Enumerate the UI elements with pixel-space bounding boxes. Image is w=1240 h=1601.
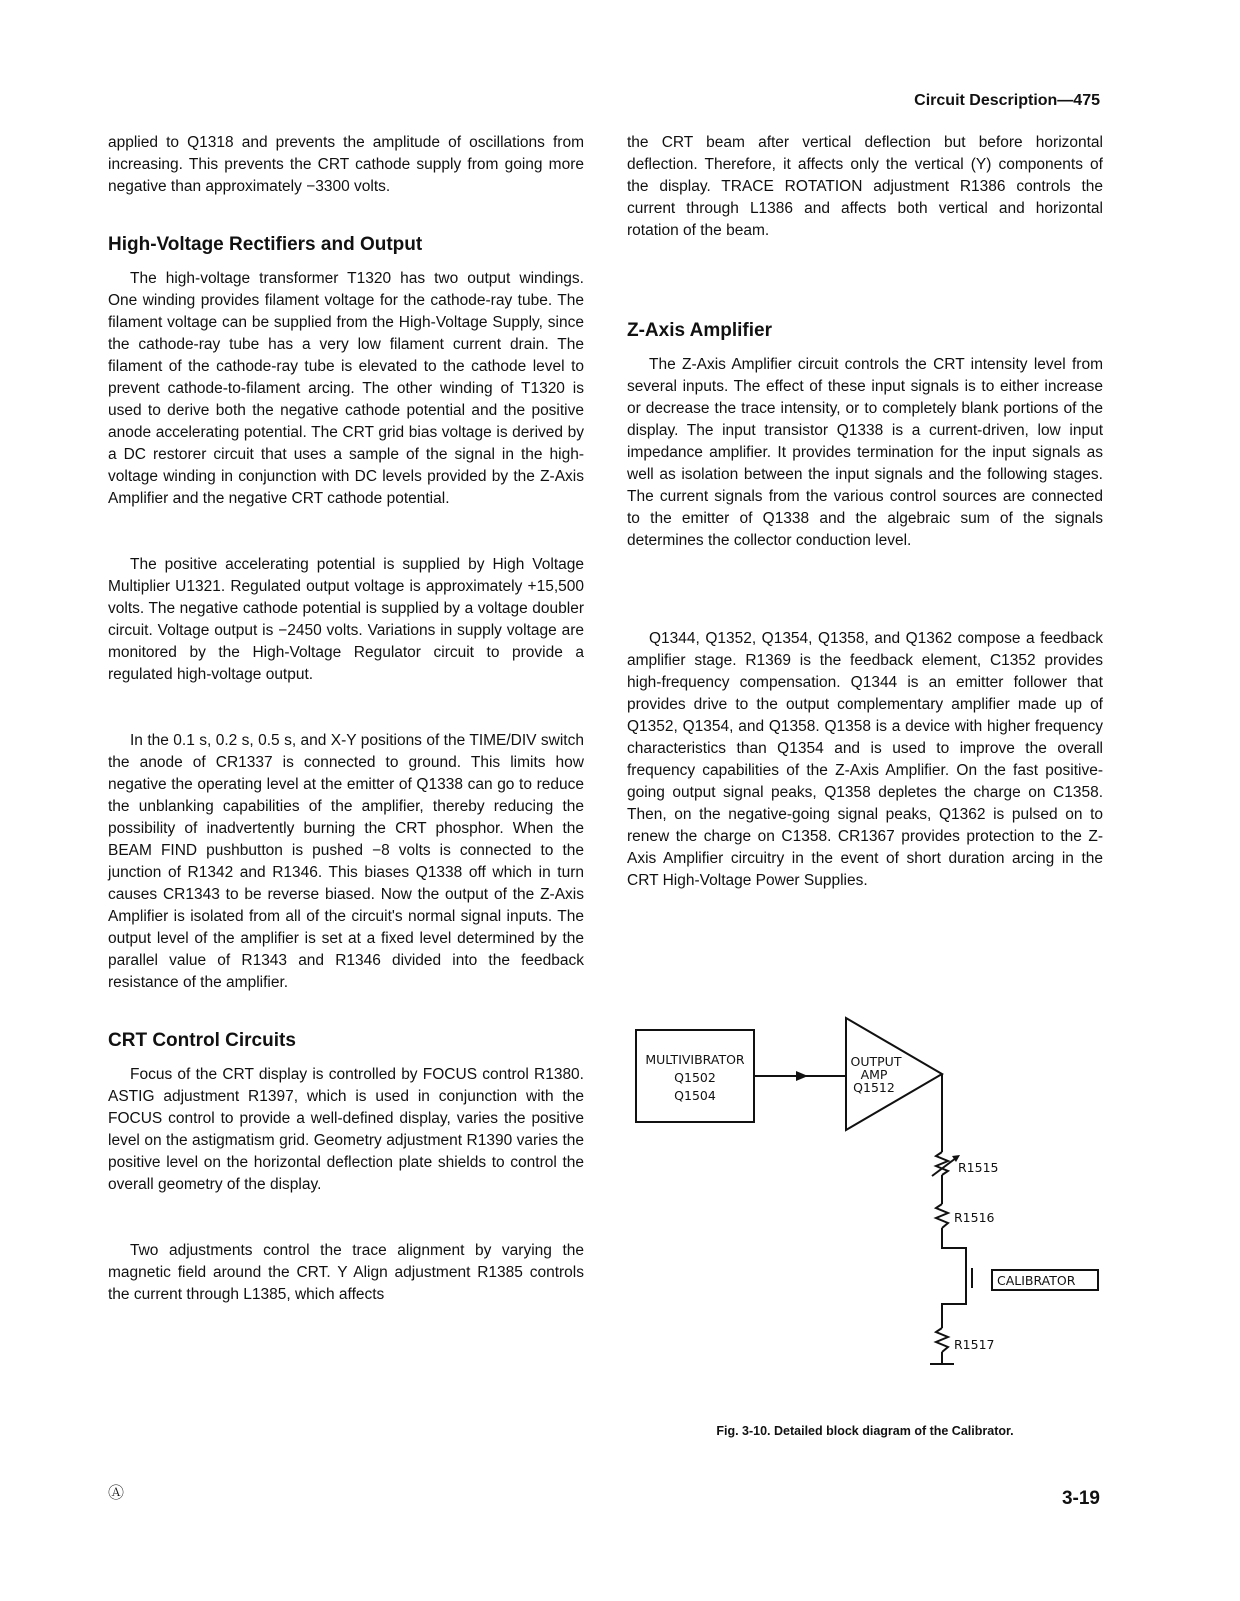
section-heading-z-axis: Z-Axis Amplifier [627, 320, 772, 341]
amp-label: AMP [860, 1067, 888, 1082]
paragraph: the CRT beam after vertical deflection but before horizontal deflection. Therefore, it affects only the vertical (Y) components of the display. TRACE ROTATION adjustment R1386 controls the current through L1386 and affects both vertical and horizontal rotation of the beam. [627, 134, 1103, 239]
connection-line [942, 1228, 966, 1264]
paragraph: Q1344, Q1352, Q1354, Q1358, and Q1362 compose a feedback amplifier stage. R1369 is the feedback element, C1352 provides high-frequency compensation. Q1344 is an emitter follower that provides drive to the output complementary amplifier made up of Q1352, Q1354, and Q1358. Q1358 is a device with higher frequency characteristics than Q1354 and is used to improve the overall frequency capabilities of the Z-Axis Amplifier. On the fast positive-going output signal peaks, Q1358 depletes the charge on C1358. Then, on the negative-going signal peaks, Q1362 is pulsed on to renew the charge on C1358. CR1367 provides protection to the Z-Axis Amplifier circuitry in the event of short duration arcing in the CRT High-Voltage Power Supplies. [627, 630, 1103, 889]
block-label: MULTIVIBRATOR [645, 1052, 745, 1067]
left-column [108, 132, 584, 1306]
publisher-mark: Ⓐ [108, 1485, 125, 1502]
resistor-label-r1516: R1516 [954, 1210, 995, 1225]
page-number: 3-19 [1061, 1488, 1100, 1509]
amp-label: OUTPUT [850, 1054, 902, 1069]
connection-line [942, 1282, 966, 1328]
paragraph: applied to Q1318 and prevents the amplitude of oscillations from increasing. This prevents the CRT cathode supply from going more negative than approximately −3300 volts. [108, 134, 584, 195]
paragraph: The Z-Axis Amplifier circuit controls the CRT intensity level from several inputs. The effect of these input signals is to either increase or decrease the trace intensity, or to completely blank portions of the display. The input transistor Q1338 is a current-driven, low input impedance amplifier. It provides termination for the input signals as well as isolation between the input signals and the following stages. The current signals from the various control sources are connected to the emitter of Q1338 and the algebraic sum of the signals determines the collector conduction level. [627, 356, 1103, 549]
section-heading-high-voltage: High-Voltage Rectifiers and Output [108, 234, 423, 255]
calibrator-label: CALIBRATOR [997, 1273, 1076, 1288]
paragraph: In the 0.1 s, 0.2 s, 0.5 s, and X-Y positions of the TIME/DIV switch the anode of CR1337 is connected to ground. This limits how negative the operating level at the emitter of Q1338 can go to reduce the unblanking capabilities of the amplifier, thereby reducing the possibility of inadvertently burning the CRT phosphor. When the BEAM FIND pushbutton is pushed −8 volts is connected to the junction of R1342 and R1346. This biases Q1338 off which in turn causes CR1343 to be reverse biased. Now the output of the Z-Axis Amplifier is isolated from all of the circuit's normal signal inputs. The output level of the amplifier is set at a fixed level determined by the parallel value of R1343 and R1346 divided into the feedback resistance of the amplifier. [108, 732, 584, 991]
section-heading-crt-control: CRT Control Circuits [108, 1030, 296, 1051]
calibrator-block-diagram [630, 1012, 1100, 1397]
resistor-r1517 [936, 1328, 948, 1352]
resistor-label-r1517: R1517 [954, 1337, 995, 1352]
resistor-r1516 [936, 1204, 948, 1228]
figure-caption: Fig. 3-10. Detailed block diagram of the Calibrator. [716, 1424, 1014, 1438]
diagram-svg [630, 1012, 1100, 1397]
resistor-label-r1515: R1515 [958, 1160, 999, 1175]
paragraph: Focus of the CRT display is controlled by FOCUS control R1380. ASTIG adjustment R1397, which is used in conjunction with the FOCUS control to provide a well-defined display, varies the positive level on the astigmatism grid. Geometry adjustment R1390 varies the positive level on the horizontal deflection plate shields to control the overall geometry of the display. [108, 1066, 584, 1193]
paragraph: The positive accelerating potential is supplied by High Voltage Multiplier U1321. Regulated output voltage is approximately +15,500 volts. The negative cathode potential is supplied by a voltage doubler circuit. Voltage output is −2450 volts. Variations in supply voltage are monitored by the High-Voltage Regulator circuit to provide a regulated high-voltage output. [108, 556, 584, 683]
paragraph: The high-voltage transformer T1320 has two output windings. One winding provides filament voltage for the cathode-ray tube. The filament voltage can be supplied from the High-Voltage Supply, since the cathode-ray tube has a very low filament current drain. The filament of the cathode-ray tube is elevated to the cathode level to prevent cathode-to-filament arcing. The other winding of T1320 is used to derive both the negative cathode potential and the positive anode accelerating potential. The CRT grid bias voltage is derived by a DC restorer circuit that uses a sample of the signal in the high-voltage winding in conjunction with DC levels provided by the Z-Axis Amplifier and the negative CRT cathode potential. [108, 270, 584, 507]
block-label: Q1502 [674, 1070, 716, 1085]
page-header: Circuit Description—475 [914, 92, 1100, 109]
block-label: Q1504 [674, 1088, 716, 1103]
right-column [627, 132, 1103, 892]
paragraph: Two adjustments control the trace alignment by varying the magnetic field around the CRT. Y Align adjustment R1385 controls the current through L1385, which affects [108, 1242, 584, 1303]
amp-label: Q1512 [853, 1080, 895, 1095]
arrow-head [796, 1071, 808, 1081]
